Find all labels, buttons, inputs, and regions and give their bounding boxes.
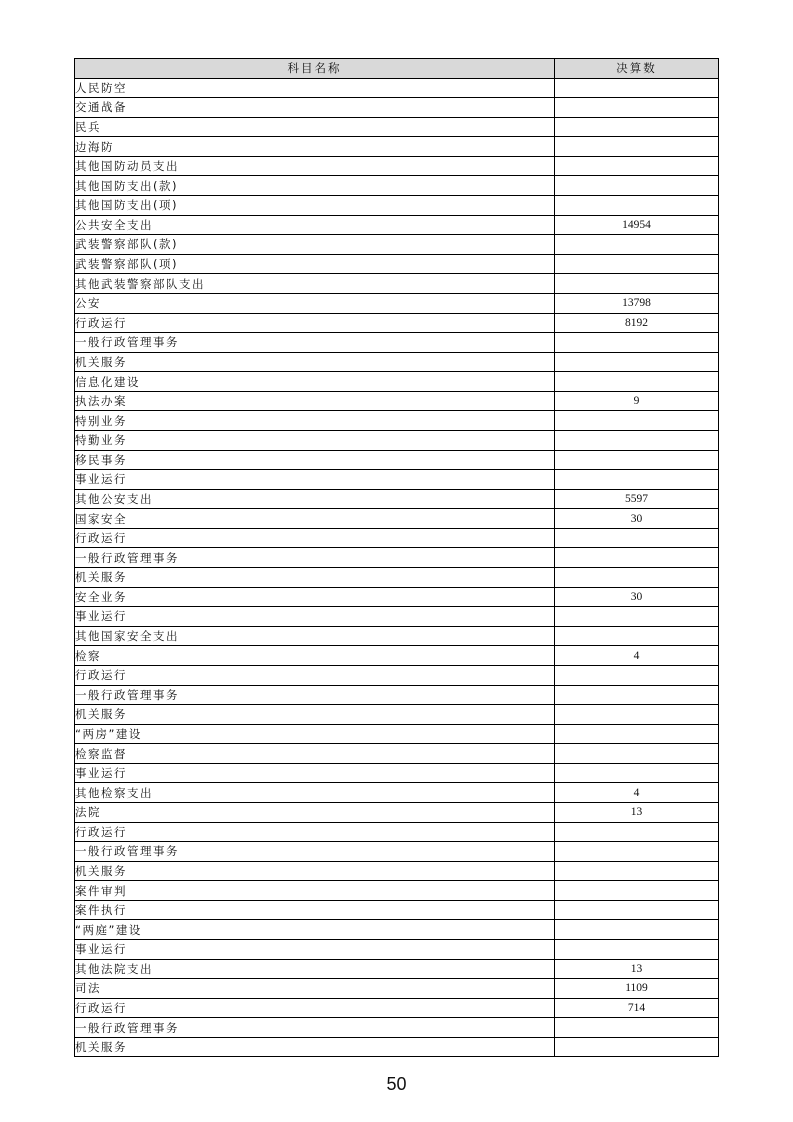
subject-name-cell: 机关服务 [75,705,555,725]
final-amount-cell [555,685,719,705]
table-row [75,548,719,568]
final-amount-cell [555,568,719,588]
final-amount-cell [555,900,719,920]
table-row [75,959,719,979]
subject-name-cell: 一般行政管理事务 [75,842,555,862]
final-amount-cell: 30 [555,509,719,529]
final-amount-cell [555,176,719,196]
table-row [75,822,719,842]
table-row [75,940,719,960]
final-amount-cell [555,274,719,294]
subject-name-cell: 执法办案 [75,391,555,411]
subject-name-cell: 其他法院支出 [75,959,555,979]
subject-name-cell: 事业运行 [75,763,555,783]
table-row [75,998,719,1018]
final-amount-cell [555,372,719,392]
table-row [75,900,719,920]
final-amount-cell [555,1018,719,1038]
table-row [75,861,719,881]
subject-name-cell: 安全业务 [75,587,555,607]
final-amount-cell [555,822,719,842]
final-amount-cell: 4 [555,646,719,666]
subject-name-cell: 事业运行 [75,940,555,960]
final-amount-cell [555,705,719,725]
table-row [75,411,719,431]
subject-name-cell: 武装警察部队(款) [75,235,555,255]
header-subject-name: 科目名称 [75,59,555,79]
final-amount-cell [555,528,719,548]
final-amount-cell: 5597 [555,489,719,509]
final-amount-cell: 8192 [555,313,719,333]
final-amount-cell [555,254,719,274]
subject-name-cell: 事业运行 [75,470,555,490]
table-row [75,1037,719,1057]
subject-name-cell: “两庭”建设 [75,920,555,940]
final-amount-cell [555,137,719,157]
final-amount-cell [555,665,719,685]
final-amount-cell [555,411,719,431]
table-row [75,215,719,235]
final-amount-cell: 14954 [555,215,719,235]
subject-name-cell: 其他国家安全支出 [75,626,555,646]
subject-name-cell: 机关服务 [75,1037,555,1057]
table-row [75,587,719,607]
subject-name-cell: 一般行政管理事务 [75,685,555,705]
table-row [75,744,719,764]
final-amount-cell [555,196,719,216]
subject-name-cell: 一般行政管理事务 [75,1018,555,1038]
table-row [75,881,719,901]
final-amount-cell [555,842,719,862]
final-amount-cell: 13798 [555,293,719,313]
subject-name-cell: 公共安全支出 [75,215,555,235]
final-amount-cell [555,235,719,255]
table-row [75,352,719,372]
subject-name-cell: 特勤业务 [75,430,555,450]
table-row [75,528,719,548]
subject-name-cell: 案件审判 [75,881,555,901]
subject-name-cell: 其他武装警察部队支出 [75,274,555,294]
final-amount-cell [555,548,719,568]
table-row [75,196,719,216]
table-row [75,685,719,705]
subject-name-cell: 行政运行 [75,313,555,333]
final-amount-cell: 1109 [555,979,719,999]
final-amount-cell [555,626,719,646]
final-amount-cell [555,352,719,372]
subject-name-cell: “两房”建设 [75,724,555,744]
final-amount-cell: 13 [555,802,719,822]
table-row [75,724,719,744]
table-row [75,450,719,470]
table-row [75,763,719,783]
page-number: 50 [386,1074,407,1094]
table-row [75,333,719,353]
subject-name-cell: 检察监督 [75,744,555,764]
table-row [75,137,719,157]
subject-name-cell: 信息化建设 [75,372,555,392]
final-amount-cell [555,763,719,783]
subject-name-cell: 行政运行 [75,822,555,842]
table-row [75,509,719,529]
subject-name-cell: 案件执行 [75,900,555,920]
final-amount-cell [555,1037,719,1057]
table-row [75,646,719,666]
final-amount-cell [555,156,719,176]
subject-name-cell: 法院 [75,802,555,822]
subject-name-cell: 公安 [75,293,555,313]
subject-name-cell: 司法 [75,979,555,999]
table-row [75,626,719,646]
budget-table [74,58,719,1057]
table-row [75,979,719,999]
table-row [75,665,719,685]
final-amount-cell [555,744,719,764]
subject-name-cell: 行政运行 [75,528,555,548]
final-amount-cell [555,724,719,744]
subject-name-cell: 事业运行 [75,607,555,627]
subject-name-cell: 其他国防动员支出 [75,156,555,176]
table-row [75,313,719,333]
table-row [75,470,719,490]
final-amount-cell: 714 [555,998,719,1018]
final-amount-cell [555,117,719,137]
table-row [75,783,719,803]
subject-name-cell: 武装警察部队(项) [75,254,555,274]
header-final-amount: 决算数 [555,59,719,79]
table-row [75,607,719,627]
final-amount-cell [555,940,719,960]
final-amount-cell [555,430,719,450]
table-row [75,176,719,196]
table-row [75,254,719,274]
subject-name-cell: 一般行政管理事务 [75,333,555,353]
final-amount-cell: 30 [555,587,719,607]
final-amount-cell [555,98,719,118]
subject-name-cell: 机关服务 [75,861,555,881]
subject-name-cell: 民兵 [75,117,555,137]
final-amount-cell: 9 [555,391,719,411]
subject-name-cell: 行政运行 [75,665,555,685]
final-amount-cell [555,450,719,470]
table-row [75,274,719,294]
final-amount-cell [555,881,719,901]
subject-name-cell: 边海防 [75,137,555,157]
final-amount-cell: 4 [555,783,719,803]
table-row [75,920,719,940]
table-header-row [75,59,719,79]
table-row [75,293,719,313]
subject-name-cell: 机关服务 [75,568,555,588]
table-row [75,372,719,392]
table-row [75,235,719,255]
table-row [75,98,719,118]
final-amount-cell [555,607,719,627]
final-amount-cell [555,920,719,940]
table-row [75,489,719,509]
table-row [75,430,719,450]
table-row [75,78,719,98]
table-row [75,802,719,822]
table-body [75,78,719,1057]
final-amount-cell [555,470,719,490]
subject-name-cell: 特别业务 [75,411,555,431]
subject-name-cell: 其他国防支出(款) [75,176,555,196]
table-row [75,1018,719,1038]
subject-name-cell: 国家安全 [75,509,555,529]
table-row [75,156,719,176]
subject-name-cell: 其他公安支出 [75,489,555,509]
final-amount-cell: 13 [555,959,719,979]
table-row [75,842,719,862]
table-row [75,117,719,137]
final-amount-cell [555,333,719,353]
subject-name-cell: 其他国防支出(项) [75,196,555,216]
subject-name-cell: 其他检察支出 [75,783,555,803]
subject-name-cell: 机关服务 [75,352,555,372]
subject-name-cell: 人民防空 [75,78,555,98]
table-row [75,391,719,411]
table-row [75,568,719,588]
subject-name-cell: 交通战备 [75,98,555,118]
table-row [75,705,719,725]
subject-name-cell: 检察 [75,646,555,666]
subject-name-cell: 行政运行 [75,998,555,1018]
final-amount-cell [555,861,719,881]
subject-name-cell: 移民事务 [75,450,555,470]
final-amount-cell [555,78,719,98]
subject-name-cell: 一般行政管理事务 [75,548,555,568]
